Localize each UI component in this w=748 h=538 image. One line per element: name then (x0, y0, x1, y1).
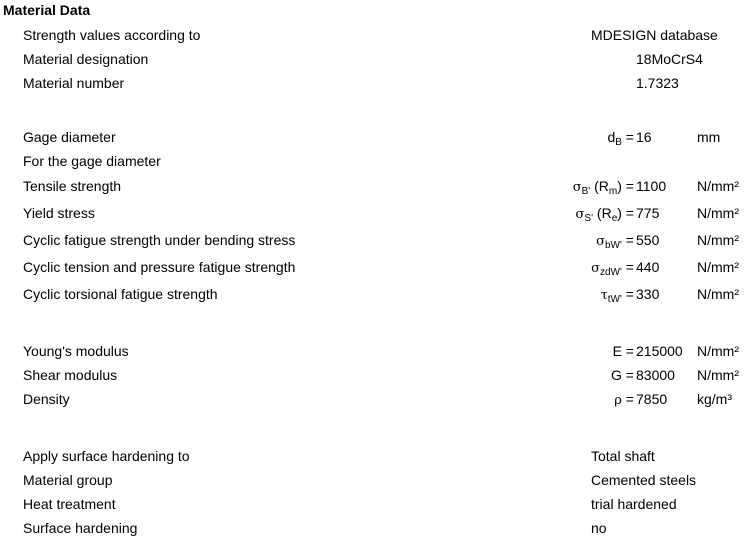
symbol-main: τ (600, 288, 608, 303)
symbol-yield-stress (576, 203, 634, 225)
symbol-density (614, 389, 634, 411)
equals-sign: = (621, 343, 634, 359)
value-bending-fatigue: 550 (636, 232, 660, 248)
value-yield-stress: 775 (636, 205, 660, 221)
symbol-sub: S' (584, 213, 594, 224)
symbol-extra-sub: m (608, 186, 618, 197)
unit-youngs-modulus: N/mm² (697, 343, 739, 359)
row-youngs-modulus (0, 341, 748, 361)
equals-sign: = (621, 129, 634, 145)
symbol-extra-sub: e (611, 213, 618, 224)
label-bending-fatigue: Cyclic fatigue strength under bending stress (23, 232, 296, 248)
symbol-main: d (607, 129, 616, 145)
value-tensile-strength: 1100 (636, 178, 667, 194)
symbol-sub: B' (581, 186, 591, 197)
equals-sign: = (621, 232, 634, 248)
row-heat-treatment (0, 494, 748, 514)
equals-sign: = (621, 178, 634, 194)
unit-density: kg/m³ (697, 391, 732, 407)
row-gage-diameter (0, 127, 748, 147)
row-material-number (0, 73, 748, 93)
unit-torsional-fatigue: N/mm² (697, 286, 739, 302)
label-material-number: Material number (23, 75, 125, 91)
symbol-main: σ (572, 180, 582, 195)
value-material-designation: 18MoCrS4 (636, 51, 703, 67)
unit-bending-fatigue: N/mm² (697, 232, 739, 248)
symbol-main: σ (591, 261, 600, 276)
row-torsional-fatigue (0, 284, 748, 304)
symbol-main: σ (575, 207, 585, 222)
row-material-designation (0, 49, 748, 69)
row-density (0, 389, 748, 409)
unit-shear-modulus: N/mm² (697, 367, 739, 383)
label-tension-pressure-fatigue: Cyclic tension and pressure fatigue strength (23, 259, 296, 275)
symbol-extra: (R (590, 178, 609, 194)
symbol-sub: tW' (607, 294, 622, 305)
value-strength-source: MDESIGN database (591, 27, 718, 43)
unit-yield-stress: N/mm² (697, 205, 739, 221)
symbol-sub: bW' (605, 240, 622, 251)
symbol-tensile-strength (573, 176, 634, 198)
symbol-bending-fatigue (596, 230, 634, 252)
row-shear-modulus (0, 365, 748, 385)
symbol-main: E (612, 343, 622, 359)
equals-sign: = (621, 259, 634, 275)
row-yield-stress (0, 203, 748, 223)
row-strength-source (0, 25, 748, 45)
label-surface-hardening-apply: Apply surface hardening to (23, 448, 190, 464)
value-tension-pressure-fatigue: 440 (636, 259, 660, 275)
unit-gage-diameter: mm (697, 129, 721, 145)
label-shear-modulus: Shear modulus (23, 367, 118, 383)
symbol-sub: B (615, 137, 622, 148)
row-bending-fatigue (0, 230, 748, 250)
symbol-extra-tail: ) (617, 178, 622, 194)
symbol-gage-diameter (607, 127, 634, 147)
value-heat-treatment: trial hardened (591, 496, 677, 512)
row-surface-hardening (0, 518, 748, 538)
label-gage-diameter: Gage diameter (23, 129, 116, 145)
unit-tension-pressure-fatigue: N/mm² (697, 259, 739, 275)
value-material-number: 1.7323 (636, 75, 679, 91)
symbol-sub: zdW' (600, 267, 622, 278)
symbol-youngs-modulus (613, 341, 634, 361)
unit-tensile-strength: N/mm² (697, 178, 739, 194)
label-strength-source: Strength values according to (23, 27, 201, 43)
label-yield-stress: Yield stress (23, 205, 95, 221)
value-surface-hardening-apply: Total shaft (591, 448, 655, 464)
label-material-designation: Material designation (23, 51, 149, 67)
row-surface-hardening-apply (0, 446, 748, 466)
equals-sign: = (621, 286, 634, 302)
label-surface-hardening: Surface hardening (23, 520, 138, 536)
label-youngs-modulus: Young's modulus (23, 343, 129, 359)
symbol-shear-modulus (611, 365, 634, 385)
label-torsional-fatigue: Cyclic torsional fatigue strength (23, 286, 218, 302)
label-for-gage-diameter: For the gage diameter (23, 153, 161, 169)
symbol-main: G (611, 367, 622, 383)
equals-sign: = (621, 391, 634, 407)
label-density: Density (23, 391, 70, 407)
symbol-main: σ (596, 234, 605, 249)
value-gage-diameter: 16 (636, 129, 652, 145)
label-heat-treatment: Heat treatment (23, 496, 116, 512)
symbol-extra-tail: ) (617, 205, 622, 221)
value-density: 7850 (636, 391, 668, 407)
value-shear-modulus: 83000 (636, 367, 675, 383)
equals-sign: = (621, 205, 634, 221)
section-title: Material Data (3, 2, 91, 18)
label-material-group: Material group (23, 472, 113, 488)
row-material-group (0, 470, 748, 490)
row-tension-pressure-fatigue (0, 257, 748, 277)
value-material-group: Cemented steels (591, 472, 697, 488)
symbol-main: ρ (614, 393, 622, 408)
value-youngs-modulus: 215000 (636, 343, 683, 359)
symbol-tension-pressure-fatigue (591, 257, 634, 279)
symbol-torsional-fatigue (601, 284, 634, 306)
label-tensile-strength: Tensile strength (23, 178, 122, 194)
row-tensile-strength (0, 176, 748, 196)
value-torsional-fatigue: 330 (636, 286, 660, 302)
value-surface-hardening: no (591, 520, 607, 536)
equals-sign: = (621, 367, 634, 383)
row-for-gage-diameter (0, 151, 748, 171)
symbol-extra: (R (593, 205, 612, 221)
